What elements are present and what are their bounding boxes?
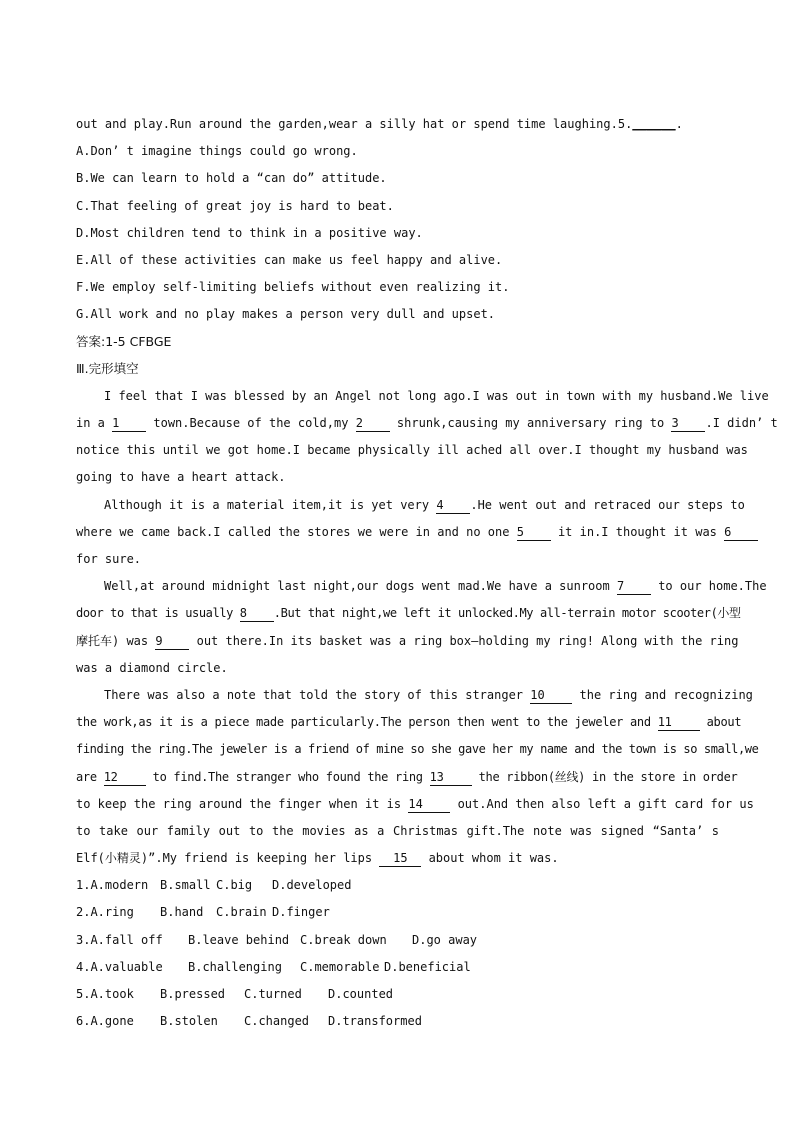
blank-13: 13 — [430, 769, 472, 786]
passage-line: notice this until we got home.I became physically ill ached all over.I thought my husband was — [76, 443, 748, 458]
passage-line: finding the ring.The jeweler is a friend of mine so she gave her my name and the town is so small,we — [76, 742, 759, 757]
option: D.beneficial — [384, 959, 471, 974]
cloze-passage — [76, 386, 778, 875]
choice-item: C.That feeling of great joy is hard to beat. — [76, 198, 394, 213]
passage-line: for sure. — [76, 552, 142, 566]
blank-9: 9 — [155, 633, 189, 650]
question-row — [76, 930, 719, 957]
option: B.stolen — [160, 1014, 218, 1029]
option: 4.A.valuable — [76, 959, 163, 974]
option: C.changed — [244, 1014, 310, 1029]
blank-4: 4 — [436, 497, 470, 514]
option: B.leave behind — [188, 932, 290, 947]
blank-11: 11 — [658, 714, 700, 731]
passage-line: Well,at around midnight last night,our dogs went mad.We have a sunroom 7 to our home.The — [104, 579, 767, 594]
option: B.hand — [160, 905, 204, 920]
question-row — [76, 902, 719, 929]
choice-item: B.We can learn to hold a “can do” attitude. — [76, 171, 387, 186]
choice-item: G.All work and no play makes a person very dull and upset. — [76, 307, 496, 322]
section-title: Ⅲ.完形填空 — [76, 360, 139, 376]
option: 2.A.ring — [76, 905, 134, 920]
passage-line: door to that is usually 8 .But that night,we left it unlocked.My all-terrain motor scooter(小型 — [76, 606, 741, 621]
passage-line: There was also a note that told the story of this stranger 10 the ring and recognizing — [104, 687, 753, 702]
option: B.challenging — [188, 959, 282, 974]
blank-2: 2 — [356, 415, 390, 432]
passage-line: where we came back.I called the stores we were in and no one 5 it in.I thought it was 6 — [76, 522, 719, 549]
blank-1: 1 — [112, 415, 146, 432]
question-row — [76, 984, 719, 1011]
choice-item: A.Don’ t imagine things could go wrong. — [76, 144, 358, 159]
task-tail-text: out and play.Run around the garden,wear a silly hat or spend time laughing.5. — [76, 117, 633, 131]
task-tail-end: . — [675, 117, 683, 131]
passage-line: the work,as it is a piece made particularly.The person then went to the jeweler and 11 about — [76, 715, 742, 730]
option: D.counted — [328, 987, 394, 1001]
choice-item: F.We employ self-limiting beliefs without even realizing it. — [76, 280, 510, 295]
passage-line: was a diamond circle. — [76, 660, 228, 675]
option: C.memorable — [300, 959, 380, 974]
passage-line: going to have a heart attack. — [76, 470, 286, 485]
option: 6.A.gone — [76, 1014, 134, 1029]
passage-line: to keep the ring around the finger when it is 14 out.And then also left a gift card for us — [76, 796, 754, 811]
option: 1.A.modern — [76, 878, 149, 893]
option: 5.A.took — [76, 987, 134, 1001]
task-tail-line — [76, 114, 719, 141]
question-list — [76, 875, 719, 1038]
passage-line: 摩托车) was 9 out there.In its basket was a ring box—holding my ring! Along with the ring — [76, 633, 739, 648]
option: D.transformed — [328, 1014, 422, 1029]
option: C.big — [216, 878, 253, 893]
option: C.turned — [244, 987, 302, 1001]
option: 3.A.fall off — [76, 932, 163, 947]
blank-14: 14 — [408, 796, 450, 813]
blank-3: 3 — [671, 415, 705, 432]
task-tail-blank: ______ — [632, 117, 676, 131]
document-page — [76, 114, 778, 1038]
blank-15: 15 — [379, 850, 421, 867]
passage-line: in a 1 town.Because of the cold,my 2 shrunk,causing my anniversary ring to 3 .I didn’ t — [76, 416, 778, 431]
question-row — [76, 875, 719, 902]
blank-7: 7 — [617, 578, 651, 595]
blank-10: 10 — [530, 687, 572, 704]
passage-line: Elf(小精灵)”.My friend is keeping her lips 15 about whom it was. — [76, 851, 559, 866]
passage-line: I feel that I was blessed by an Angel not long ago.I was out in town with my husband.We live — [104, 388, 769, 403]
option: C.break down — [300, 932, 387, 947]
answer-key: 答案:1-5 CFBGE — [76, 333, 172, 349]
choice-item: D.Most children tend to think in a positive way. — [76, 225, 423, 240]
passage-line: to take our family out to the movies as a Christmas gift.The note was signed “Santa’ s — [76, 823, 719, 838]
question-row — [76, 1011, 719, 1038]
passage-line: are 12 to find.The stranger who found the ring 13 the ribbon(丝线) in the store in order — [76, 769, 738, 784]
choice-list — [76, 141, 719, 331]
option: B.small — [160, 878, 211, 893]
option: D.developed — [272, 878, 352, 893]
blank-12: 12 — [104, 769, 146, 786]
option: D.finger — [272, 905, 330, 920]
question-row — [76, 957, 719, 984]
option: C.brain — [216, 905, 267, 920]
passage-line: Although it is a material item,it is yet very 4 .He went out and retraced our steps to — [104, 497, 745, 512]
choice-item: E.All of these activities can make us feel happy and alive. — [76, 252, 503, 267]
blank-6: 6 — [724, 524, 758, 541]
blank-8: 8 — [240, 605, 274, 622]
option: D.go away — [412, 932, 478, 947]
blank-5: 5 — [517, 524, 551, 541]
option: B.pressed — [160, 987, 226, 1001]
